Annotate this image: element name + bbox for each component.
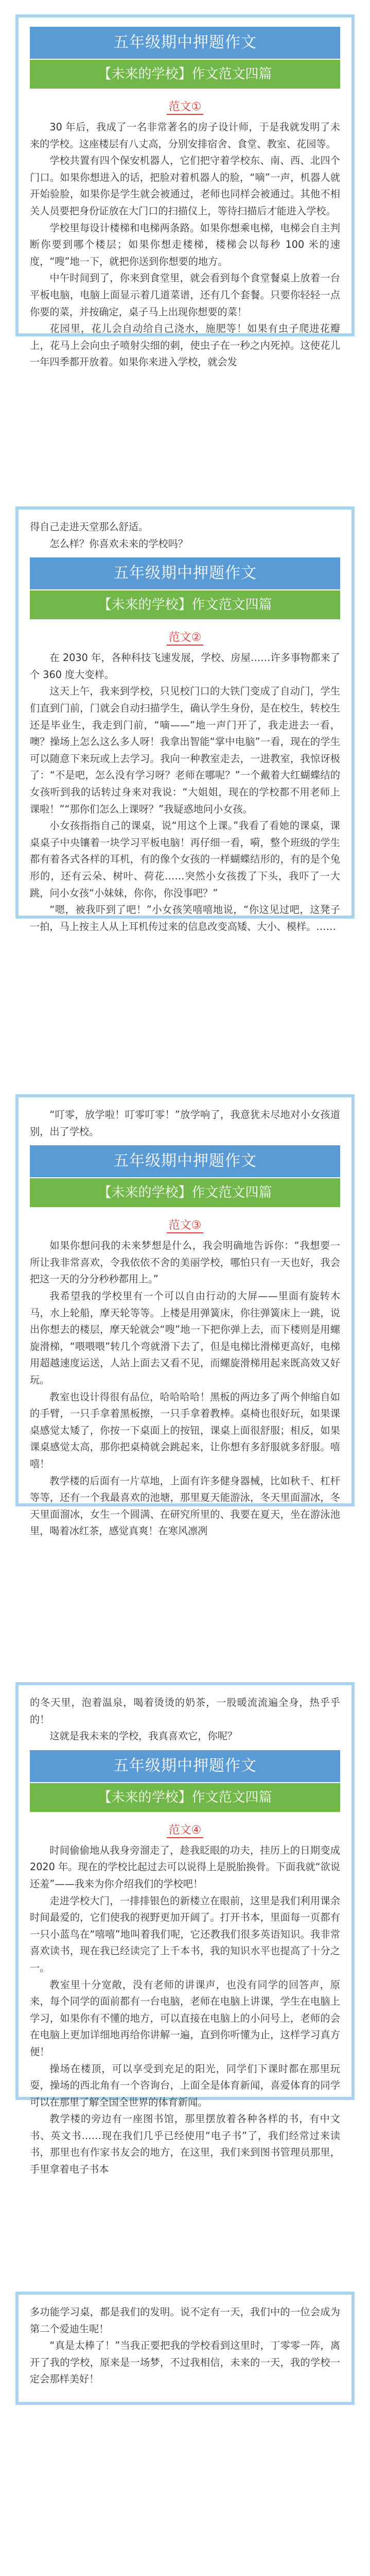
essay-paragraph: 这天上午，我来到学校，只见校门口的大铁门变成了自动门，学生们直到门前，门就会自动扫描学生，确认学生身份，是在校生，转校生还是毕业生，我走到门前，“嘀——”地一声门开了，我走进去一看，噢？操场上怎么这么多人呀！我拿出智能“掌中电脑”一看，现在的学生可以随意下来玩或上去学习。我向一种教室走去，一进教室，我惊讶极了：“不是吧，怎么没有学习呀？老师在哪呢？”一个戴着大红蝴蝶结的女孩听到我的话转过身来对我说：“大姐姐，现在的学校都不用老师上课啦！”“那你们怎么上课呀？”我疑惑地问小女孩。 <box>30 685 340 815</box>
essay-paragraph: 教学楼的旁边有一座图书馆，那里摆放着各种各样的书，有中文书、英文书……现在我们几乎已经使用“电子书”了，我们经常过来读书，那里也有作家书友会的地方，在这里，我们来到图书管理员那里，手里拿着电子书本 <box>30 2113 340 2176</box>
essay-lead: 得自己走进天堂那么舒适。 <box>30 521 149 533</box>
essay-paragraph: 时间偷偷地从我身旁溜走了，趁我眨眼的功夫，挂历上的日期变成 2020 年。现在的学校比起过去可以说得上是脱胎换骨。下面我就“欲说还羞”——我来为你介绍我们的学校吧！ <box>30 1844 340 1890</box>
essay-paragraph: 教学楼的后面有一片草地，上面有许多健身器械，比如秋千、杠杆等等，还有一个我最喜欢的池塘，那里夏天能游泳，冬天里面溜冰，冬天里面溜冰，女生一个圆满、在研究所里的、我要在夏天，坐在游泳池里，喝着冰红茶，感觉真爽！在寒风凛冽 <box>30 1475 340 1537</box>
page-title: 五年级期中押题作文 <box>30 1750 340 1782</box>
essay-label: 范文① <box>30 98 340 115</box>
page-title: 五年级期中押题作文 <box>30 557 340 589</box>
essay-label: 范文④ <box>30 1821 340 1838</box>
page-subtitle: 【未来的学校】作文范文四篇 <box>30 1783 340 1812</box>
page-subtitle: 【未来的学校】作文范文四篇 <box>30 60 340 89</box>
essay-lead: 这就是我未来的学校，我真喜欢它，你呢？ <box>49 1730 237 1742</box>
essay-lead: 的冬天里，泡着温泉，喝着烫烫的奶茶，一股暖流流遍全身，热乎乎的！ <box>30 1697 340 1725</box>
essay-paragraph: 教室也设计得很有品位，哈哈哈哈！黑板的两边多了两个伸缩自如的手臂，一只手拿着黑板擦，一只手拿着教棒。桌椅也很好玩，如果课桌感觉太矮了，你按一下桌面上的按钮，课桌上面很舒服；相反，如果课桌感觉太高，那你把桌椅就会跳起来，让你想有多舒服就多舒服。嘻嘻！ <box>30 1391 340 1470</box>
essay-label: 范文③ <box>30 1216 340 1233</box>
essay-lead: “真是太棒了！”当我正要把我的学校看到这里时，丁零零一阵，离开了我的学校，原来是一场梦，不过我相信，未来的一天，我的学校一定会那样美好！ <box>30 2340 340 2385</box>
essay-paragraph: 小女孩指指自己的课桌，说“用这个上课。”我看了看她的课桌，课桌桌子中央镶着一块学习平板电脑！再仔细一看，嗬，整个班级的学生都有着各式各样的耳机，有的像个女孩的一样蝴蝶结形的，有的是个兔形的，还有云朵、树叶、荷花……突然小女孩拨了下头，我吓了一大跳，问小女孩“小妹妹，你你，你没事吧？” <box>30 820 340 899</box>
essay-paragraph: 学校共置有四个保安机器人，它们把守着学校东、南、西、北四个门口。如果你想进入的话，把脸对着机器人的脸，“嘀”一声，机器人就开始验脸，如果你是学生就会被通过，老师也同样会被通过。其他不相关人员要把身份证放在大门口的扫描仪上，等待扫描后才能进入学校。 <box>30 155 340 217</box>
page-title: 五年级期中押题作文 <box>30 1145 340 1177</box>
essay-paragraph: 30 年后，我成了一名非常著名的房子设计师，于是我就发明了未来的学校。这座楼层有八丈高，分别安排宿舍、食堂、教室、花园等。 <box>30 121 340 150</box>
essay-paragraph: 如果你想问我的未来梦想是什么，我会明确地告诉你：“我想要一所让我非常喜欢，令我依依不舍的美丽学校，哪怕只有一天也好，我会把这一天的分分秒秒都用上。” <box>30 1240 340 1285</box>
page-subtitle: 【未来的学校】作文范文四篇 <box>30 590 340 619</box>
page-subtitle: 【未来的学校】作文范文四篇 <box>30 1178 340 1207</box>
essay-paragraph: 中午时间到了，你来到食堂里，就会看到每个食堂餐桌上放着一台平板电脑，电脑上面显示着几道菜谱，还有几个套餐。只要你轻轻一点你要的菜，并按确定，桌子马上出现你想要的菜！ <box>30 272 340 318</box>
essay-paragraph: 走进学校大门，一排排银色的新楼立在眼前，这里是我们利用课余时间最爱的，它们使我的视野更加开阔了。打开书本，里面每一页都有一只小蓝鸟在“嘻嘻”地叫着我们呢，它还教我们很多英语知识。我非常喜欢读书，现在我已经读完了上千本书，我的知识水平也提高了十分之一。 <box>30 1894 340 1974</box>
essay-card-2 <box>15 506 355 933</box>
essay-card-1 <box>15 14 355 368</box>
essay-card-4 <box>15 1682 355 2176</box>
essay-lead: 怎么样？你喜欢未来的学校吗？ <box>49 537 188 550</box>
essay-paragraph: 在 2030 年，各种科技飞速发展，学校、房屋……许多事物都来了个 360 度大变样。 <box>30 652 340 681</box>
essay-paragraph: 教室里十分宽敞，没有老师的讲课声，也没有同学的回答声，原来，每个同学的面前都有一台电脑，老师在电脑上讲课，学生在电脑上学习，如果你有不懂的地方，可以直接在电脑上的小问号上，老师的会在电脑上更加详细地再给你讲解一遍，直到你听懂为止，这样学习真方便！ <box>30 1978 340 2058</box>
page-title: 五年级期中押题作文 <box>30 27 340 59</box>
essay-lead: 多功能学习桌，都是我们的发明。说不定有一天，我们中的一位会成为第二个爱迪生呢！ <box>30 2306 340 2335</box>
essay-card-3 <box>15 1094 355 1537</box>
essay-paragraph: 花园里，花儿会自动给自己浇水，施肥等！如果有虫子爬进花瓣上，花马上会向虫子喷射尖细的刺，使虫子在一秒之内死掉。这使花儿一年四季都开放着。如果你来进入学校，就会发 <box>30 323 340 368</box>
essay-label: 范文② <box>30 629 340 646</box>
essay-paragraph: 操场在楼顶，可以享受到充足的阳光，同学们下课时都在那里玩耍，操场的西北角有一个咨询台，上面全是体育新闻，喜爱体育的同学可以在那里了解全国全世界的体育新闻。 <box>30 2062 340 2108</box>
essay-lead: “叮零，放学啦！叮零叮零！”放学响了，我意犹未尽地对小女孩道别，出了学校。 <box>30 1109 340 1138</box>
essay-card-5 <box>15 2292 355 2405</box>
essay-paragraph: 学校里每设计楼梯和电梯两条路。如果你想乘电梯，电梯会自主判断你要到哪个楼层；如果你想走楼梯，楼梯会以每秒 100 米的速度，“嗖”地一下，就把你送到你想要的地方。 <box>30 222 340 267</box>
essay-paragraph: 我希望我的学校里有一个可以自由行动的大屏——里面有旋转木马，水上轮船，摩天轮等等。上楼是用弹簧床，你往弹簧床上一跳，说出你想去的楼层，摩天轮就会“嗖”地一下把你弹上去，而下楼则是用螺旋滑梯，“喂喂喂”转几个弯就滑下去了，但是电梯比滑梯更高好，电梯用超越速度运送，人站上面去又看不见，而螺旋滑梯用起来既高效又好玩。 <box>30 1290 340 1386</box>
essay-paragraph: “嗯，被我吓到了吧！”小女孩笑嘻嘻地说，“你这见过吧，这凳子一拍，马上按主人从上耳机传过来的信息改变高矮、大小、模样。…… <box>30 904 340 933</box>
